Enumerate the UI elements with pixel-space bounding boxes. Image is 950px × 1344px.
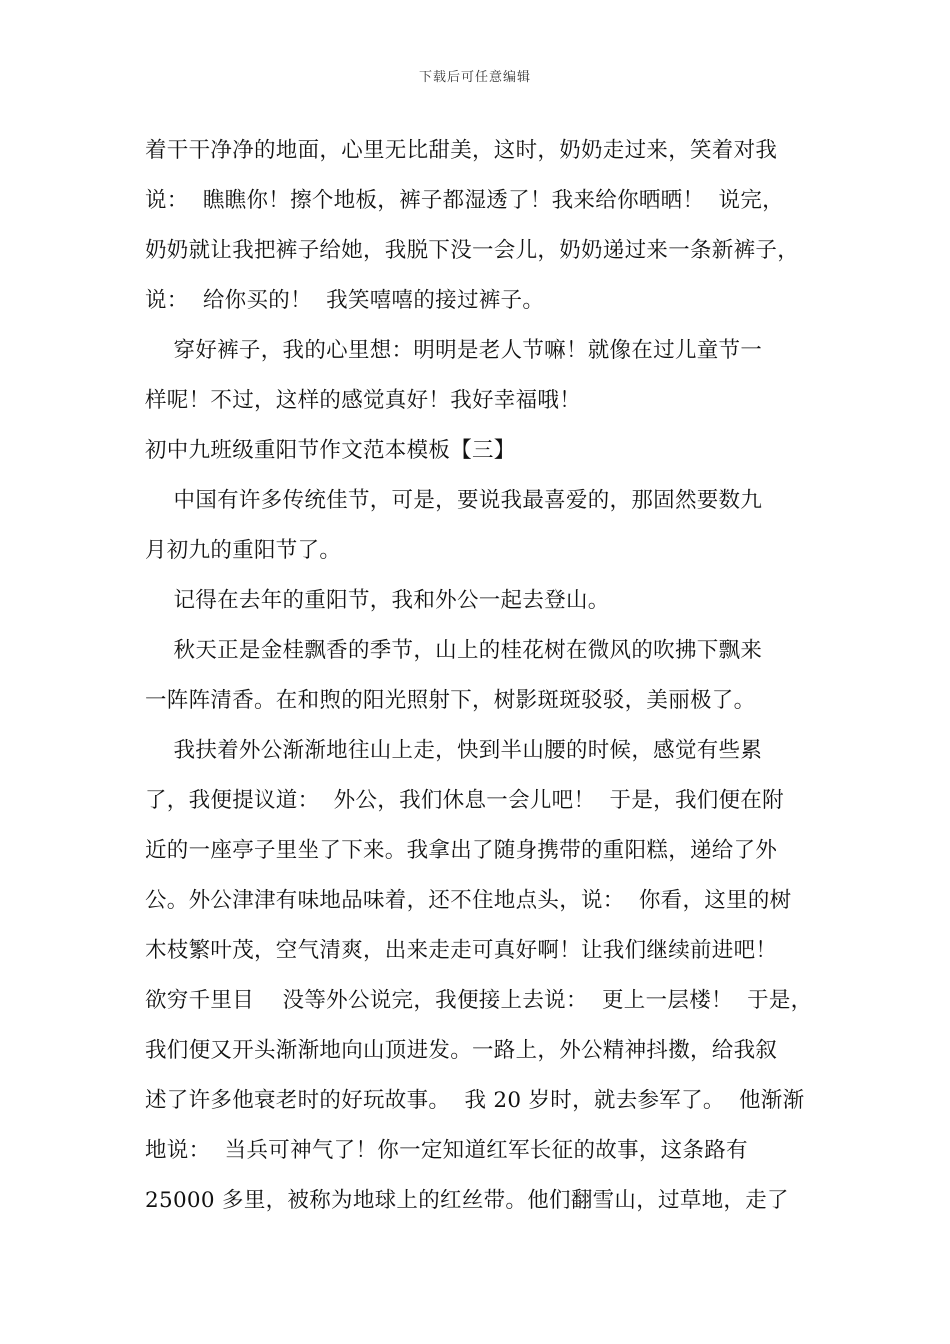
text-line: 公。外公津津有味地品味着，还不住地点头，说： 你看，这里的树 bbox=[145, 888, 792, 913]
text-line: 一阵阵清香。在和煦的阳光照射下，树影斑斑驳驳，美丽极了。 bbox=[145, 688, 756, 713]
page-header: 下载后可任意编辑 bbox=[418, 70, 531, 85]
text-line: 说： 瞧瞧你！擦个地板，裤子都湿透了！我来给你晒晒！ 说完， bbox=[145, 188, 784, 213]
text-line: 着干干净净的地面，心里无比甜美，这时，奶奶走过来，笑着对我 bbox=[145, 138, 778, 163]
text-line: 25000 多里，被称为地球上的红丝带。他们翻雪山，过草地，走了 bbox=[145, 1188, 789, 1213]
text-line: 木枝繁叶茂，空气清爽，出来走走可真好啊！让我们继续前进吧！ bbox=[145, 938, 778, 963]
text-line: 样呢！不过，这样的感觉真好！我好幸福哦！ bbox=[145, 388, 582, 413]
text-line: 记得在去年的重阳节，我和外公一起去登山。 bbox=[145, 588, 610, 613]
text-line: 秋天正是金桂飘香的季节，山上的桂花树在微风的吹拂下飘来 bbox=[145, 638, 763, 663]
text-line: 奶奶就让我把裤子给她，我脱下没一会儿，奶奶递过来一条新裤子， bbox=[145, 238, 800, 263]
text-line: 说： 给你买的！ 我笑嘻嘻的接过裤子。 bbox=[145, 288, 545, 313]
text-line: 近的一座亭子里坐了下来。我拿出了随身携带的重阳糕，递给了外 bbox=[145, 838, 778, 863]
section-heading: 初中九班级重阳节作文范本模板【三】 bbox=[145, 438, 516, 463]
text-line: 欲穷千里目 没等外公说完，我便接上去说： 更上一层楼！ 于是， bbox=[145, 988, 813, 1013]
text-line: 地说： 当兵可神气了！你一定知道红军长征的故事，这条路有 bbox=[145, 1138, 748, 1163]
text-line: 了，我便提议道： 外公，我们休息一会儿吧！ 于是，我们便在附 bbox=[145, 788, 784, 813]
text-line: 穿好裤子，我的心里想：明明是老人节嘛！就像在过儿童节一 bbox=[145, 338, 763, 363]
text-line: 中国有许多传统佳节，可是，要说我最喜爱的，那固然要数九 bbox=[145, 488, 763, 513]
text-line: 述了许多他衰老时的好玩故事。 我 20 岁时，就去参军了。 他渐渐 bbox=[145, 1088, 805, 1113]
text-line: 月初九的重阳节了。 bbox=[145, 538, 342, 563]
text-line: 我扶着外公渐渐地往山上走，快到半山腰的时候，感觉有些累 bbox=[145, 738, 763, 763]
text-line: 我们便又开头渐渐地向山顶进发。一路上，外公精神抖擞，给我叙 bbox=[145, 1038, 778, 1063]
